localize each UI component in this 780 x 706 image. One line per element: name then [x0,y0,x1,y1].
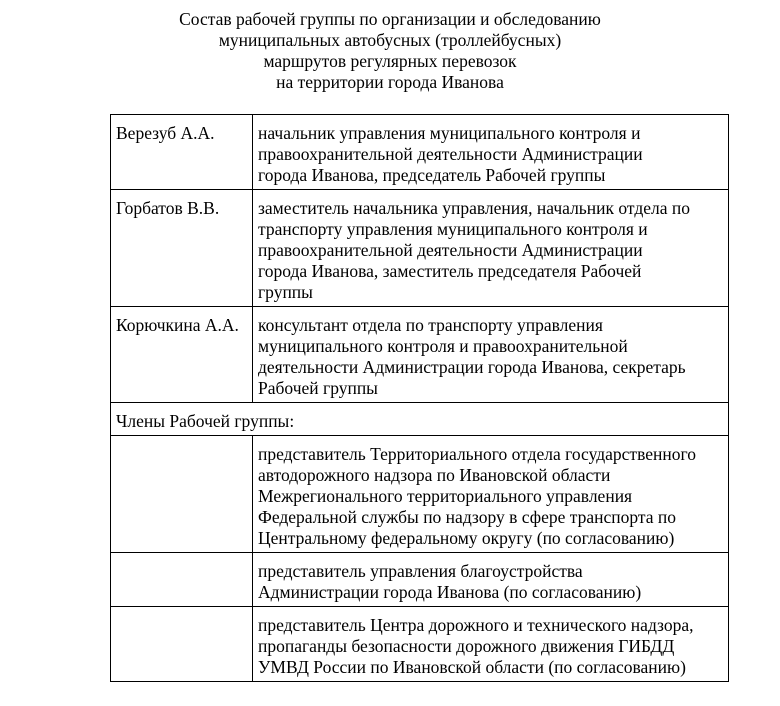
role-line: начальник управления муниципального контроля и [258,123,641,143]
role-line: представитель управления благоустройства [258,561,583,581]
role-line: УМВД России по Ивановской области (по согласованию) [258,657,686,677]
role-line: города Иванова, заместитель председателя Рабочей [258,261,642,281]
role-line: Администрации города Иванова (по согласованию) [258,582,642,602]
members-heading: Члены Рабочей группы: [116,411,295,431]
role-line: правоохранительной деятельности Администрации [258,144,643,164]
working-group-table [110,114,729,682]
title-line: Состав рабочей группы по организации и обследованию [179,9,601,29]
table-row [111,115,729,190]
member-name: Корючкина А.А. [116,315,239,335]
role-line: автодорожного надзора по Ивановской области [258,465,611,485]
role-line: деятельности Администрации города Иванова, секретарь [258,357,686,377]
table-row [111,436,729,553]
table-row [111,607,729,682]
member-name: Верезуб А.А. [116,123,215,143]
role-line: представитель Территориального отдела государственного [258,444,696,464]
role-line: транспорту управления муниципального контроля и [258,219,648,239]
member-name-cell [111,190,253,307]
role-line: Федеральной службы по надзору в сфере транспорта по [258,507,677,527]
role-line: пропаганды безопасности дорожного движения ГИБДД [258,636,675,656]
member-name-cell [111,307,253,403]
title-line: муниципальных автобусных (троллейбусных) [218,30,562,50]
table-row [111,307,729,403]
role-line: Межрегионального территориального управления [258,486,633,506]
role-line: группы [258,282,313,302]
member-role-cell [253,115,729,190]
members-heading-cell [111,403,729,436]
member-role-cell [253,436,729,553]
role-line: заместитель начальника управления, начальник отдела по [258,198,690,218]
role-line: муниципального контроля и правоохранительной [258,336,628,356]
role-line: представитель Центра дорожного и технического надзора, [258,615,694,635]
role-line: города Иванова, председатель Рабочей группы [258,165,606,185]
member-name-cell [111,115,253,190]
member-role-cell [253,607,729,682]
member-role-cell [253,190,729,307]
document-title [0,9,780,93]
title-line: маршрутов регулярных перевозок [263,51,517,71]
member-name-cell [111,553,253,607]
member-name-cell [111,607,253,682]
member-name-cell [111,436,253,553]
table-row [111,553,729,607]
member-role-cell [253,307,729,403]
member-role-cell [253,553,729,607]
role-line: Рабочей группы [258,378,378,398]
role-line: Центральному федеральному округу (по согласованию) [258,528,675,548]
table-row [111,403,729,436]
role-line: правоохранительной деятельности Администрации [258,240,643,260]
title-line: на территории города Иванова [276,72,504,92]
table-row [111,190,729,307]
role-line: консультант отдела по транспорту управления [258,315,603,335]
member-name: Горбатов В.В. [116,198,220,218]
